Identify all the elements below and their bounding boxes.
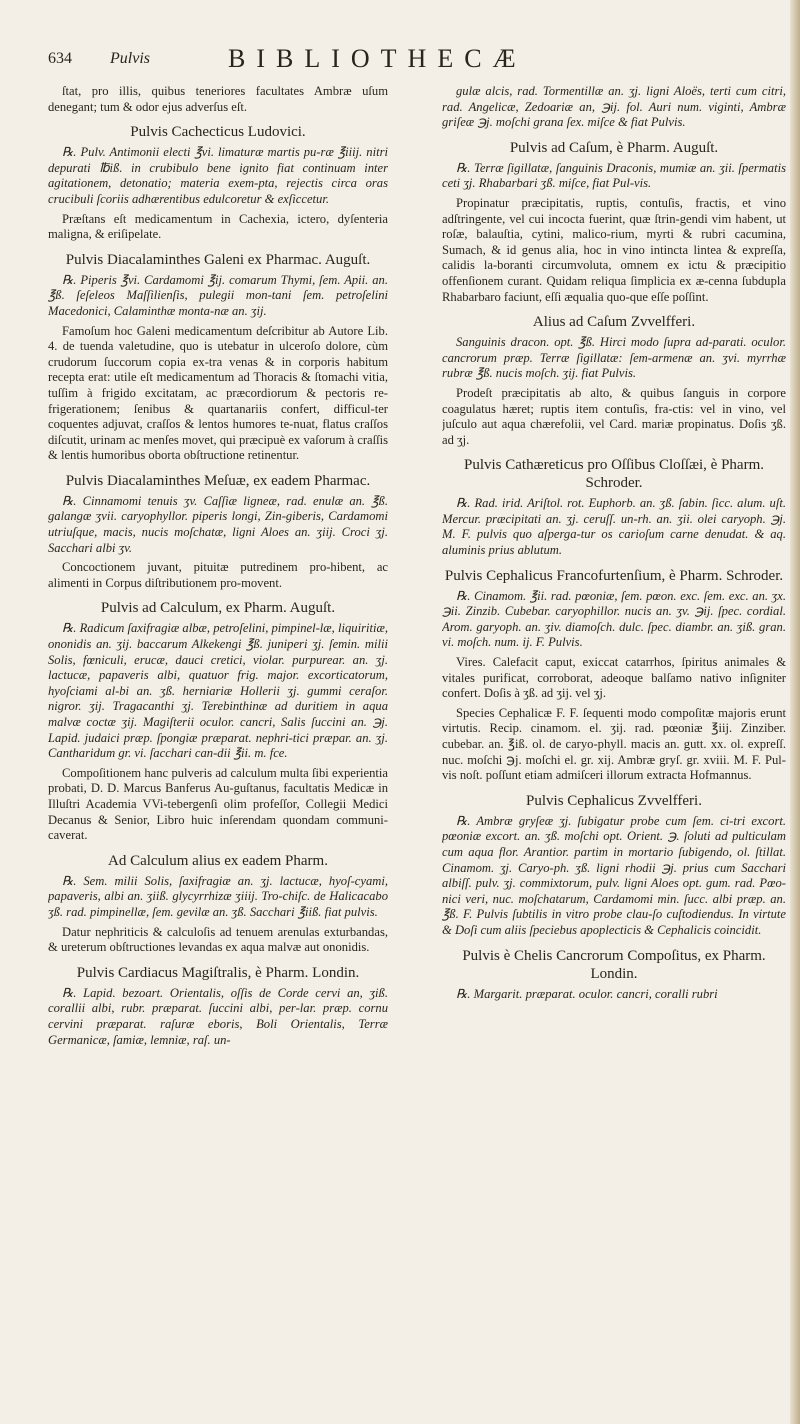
section-heading: Pulvis Diacalaminthes Galeni ex Pharmac. Auguſt. [65, 251, 371, 268]
recipe-paragraph: ℞. Margarit. præparat. oculor. cancri, coralli rubri [456, 986, 718, 1001]
section-heading: Pulvis Cephalicus Francofurtenſium, è Pharm. Schroder. [444, 567, 784, 584]
section-heading: Pulvis Cardiacus Magiſtralis, è Pharm. Londin. [76, 964, 360, 981]
section-heading: Pulvis Cathæreticus pro Oſſibus Cloſſæi, è Pharm. Schroder. [464, 457, 764, 492]
text-paragraph: Datur nephriticis & calculoſis ad tenuem arenulas exturbandas, & ureterum obſtructiones levandas ex aqua malvæ aut ononidis. [48, 924, 388, 955]
text-paragraph: Famoſum hoc Galeni medicamentum deſcribitur ab Autore Lib. 4. de tuenda valetudine, quo is utebatur in ulceroſo dolore, cùm crudorum ſuccorum copia ex-tra venas & in corporis habitum recepta erat: utile eſt medicamentum ad Thoracis & ſtomachi vitia, tuſſim à frigido excitatam, ac præcordiorum & pectoris re-frigerationem; ſenibus & quartanariis confert, difficul-ter coquentes adjuvat, craſſos & lentos humores te-nuat, flatus craſſos diſcutit, urinam ac menſes movet, qui præcipuè ex vaſorum à craſſis & lentis humoribus oborta obſtructione retinentur. [48, 323, 388, 463]
page-number: 634 [48, 50, 72, 67]
section-heading: Pulvis ad Caſum, è Pharm. Auguſt. [509, 139, 719, 156]
recipe-paragraph: gulæ alcis, rad. Tormentillæ an. ʒj. ligni Aloës, terti cum citri, rad. Angelicæ, Zedoariæ an, ℈ij. fol. Auri num. viginti, Ambræ griſeæ ℈j. moſchi grana ſex. miſce & fiat Pulvis. [442, 84, 786, 130]
book-title: BIBLIOTHECÆ [228, 44, 527, 73]
recipe-paragraph: ℞. Cinnamomi tenuis ʒv. Caſſiæ ligneæ, rad. enulæ an. ℥ß. galangæ ʒvii. caryophyllor. piperis longi, Zin-giberis, Cardamomi utriuſque, macis, nucis moſchatæ, ligni Aloes an. ʒiij. Croci ʒj. Sacchari albi ʒv. [48, 493, 388, 555]
recipe-paragraph: ℞. Lapid. bezoart. Orientalis, oſſis de Corde cervi an, ʒiß. corallii albi, rubr. præparat. ſuccini albi, per-lar. præp. cornu cervini præparat. raſuræ eboris, Boli Orientalis, Terræ Germanicæ, ſamiæ, lemniæ, raſ. un- [48, 985, 388, 1047]
section-heading: Ad Calculum alius ex eadem Pharm. [108, 852, 328, 869]
recipe-paragraph: Sanguinis dracon. opt. ℥ß. Hirci modo ſupra ad-parati. oculor. cancrorum præp. Terræ ſigillatæ: ſem-armenæ an. ʒvi. myrrhæ rubræ ℥ß. nucis moſch. ʒij. fiat Pulvis. [442, 335, 786, 381]
recipe-paragraph: ℞. Ambræ gryſeæ ʒj. ſubigatur probe cum ſem. ci-tri excort. pœoniæ excort. an. ʒß. moſchi opt. Orient. ℈. ſoluti ad pulticulam cum aqua flor. Arantior. partim in mortario ſubigendo, ol. ſtillat. Cinamom. ʒj. Caryo-ph. ʒß. ligni rhodii ℈j. prius cum Sacchari albiſſ. pulv. ʒj. commixtorum, pulv. ligni Aloes opt. gum. rad. Pœo-nici veri, nuc. moſchatarum, Cardamomi min. ſucc. albi præp. an. ℥ß. F. Pulvis ſubtilis in vitro probe clau-ſo cuſtodiendus. In virtute & Doſi cum aliis ſpeciebus apoplecticis & Cephalicis coincidit. [442, 813, 786, 937]
section-heading: Pulvis Cephalicus Zvvelfferi. [526, 792, 702, 809]
recipe-paragraph: ℞. Pulv. Antimonii electi ℥vi. limaturæ martis pu-ræ ℥iiij. nitri depurati ℔iß. in crubibulo bene ignito fiat continuam inter agitationem, detonatio; materia exem-pta, rejectis circa oras crucibuli ſcoriis adhærentibus edulcoretur & exſiccetur. [48, 145, 388, 206]
text-paragraph: Prodeſt præcipitatis ab alto, & quibus ſanguis in corpore coagulatus hæret; ruptis item contuſis, fra-ctis: vel in vino, vel juſculo aut aqua chærefolii, vel Card. mariæ propinatus. Doſis ʒß. ad ʒj. [442, 385, 786, 447]
text-paragraph: Species Cephalicæ F. F. ſequenti modo compoſitæ majoris erunt virtutis. Recip. cinamom. el. ʒij. rad. pœoniæ ℥iij. Zinziber. cubebar. an. ℥iß. ol. de caryo-phyll. macis an. gutt. xx. ol. expreſſ. nuc. moſchi ℈j. moſchi el. gr. xij. Ambræ gryſ. gr. xviii. M. F. Pul-vis noſt. poſſunt etiam admiſceri illorum extracta Hofmannus. [442, 705, 786, 783]
page-header [48, 44, 788, 74]
text-paragraph: Præſtans eſt medicamentum in Cachexia, ictero, dyſenteria maligna, & eriſipelate. [48, 211, 388, 242]
recipe-paragraph: ℞. Cinamom. ℥ii. rad. pœoniæ, ſem. pœon. exc. ſem. exc. an. ʒx. ℈ii. Zinzib. Cubebar. caryophillor. nucis an. ʒv. ℈ij. ſpec. cordial. Arom. garyoph. an. ʒiv. diamoſch. dulc. ſpec. diambr. an. ʒiß. gran. vi. moſch. num. ij. F. Pulvis. [442, 588, 786, 650]
recipe-paragraph: ℞. Terræ ſigillatæ, ſanguinis Draconis, mumiæ an. ʒii. ſpermatis ceti ʒj. Rhabarbari ʒß. miſce, fiat Pul-vis. [442, 160, 786, 191]
text-paragraph: Compoſitionem hanc pulveris ad calculum multa ſibi experientia probati, D. D. Marcus Banferus Au-guſtanus, facultatis Medicæ in Illuſtri Academia VVi-tebergenſi olim profeſſor, Collegii Medici Decanus & Senior, Libro huic inſerendam quondam communi-caverat. [48, 765, 388, 843]
section-heading: Pulvis ad Calculum, ex Pharm. Auguſt. [100, 600, 336, 617]
section-heading: Pulvis è Chelis Cancrorum Compoſitus, ex Pharm. Londin. [462, 947, 766, 982]
recipe-paragraph: ℞. Radicum ſaxifragiæ albæ, petroſelini, pimpinel-læ, liquiritiæ, ononidis an. ʒij. baccarum Alkekengi ℥ß. juniperi ʒj. ſemin. milii Solis, fœniculi, erucæ, dauci cretici, violar. purpurear. an. ʒj. lactucæ, papaveris albi, quatuor frig. major. excorticatorum, hyoſciami al-bi an. ʒß. herniariæ Hollerii ʒj. gummi ceraſor. nigror. ʒij. Tragacanthi ʒj. Terebinthinæ ad duritiem in aqua malvæ coctæ ʒij. Magiſterii oculor. cancri, Salis ſuccini an. ℈j. Lapid. judaici præp. ſpongiæ præparat. nephri-tici præpar. an. ʒj. Cantharidum gr. vi. ſacchari can-dii ℥ii. m. fce. [48, 621, 388, 761]
right-column [442, 84, 786, 1414]
recipe-paragraph: ℞. Piperis ℥vi. Cardamomi ℥ij. comarum Thymi, ſem. Apii. an. ℥ß. ſeſeleos Maſſilienſis, pulegii mon-tani ſem. petroſelini Macedonici, Calaminthæ monta-næ an. ʒij. [48, 272, 388, 318]
section-heading: Pulvis Diacalaminthes Meſuæ, ex eadem Pharmac. [65, 472, 371, 489]
text-paragraph: Vires. Calefacit caput, exiccat catarrhos, ſpiritus animales & vitales purificat, corroborat, adeoque balſamo nativo inſigniter confert. Doſis à ʒß. ad ʒij. vel ʒj. [442, 655, 786, 701]
recipe-paragraph: ℞. Rad. irid. Ariſtol. rot. Euphorb. an. ʒß. ſabin. ſicc. alum. uſt. Mercur. præcipitati an. ʒj. ceruſſ. un-rh. an. ʒii. olei caryoph. ℈j. M. F. pulvis quo aſperga-tur os carioſum carne denudat. & aq. aluminis prius ablutum. [442, 496, 786, 558]
left-column [48, 84, 388, 1414]
section-heading: Pulvis Cachecticus Ludovici. [130, 124, 306, 141]
recipe-paragraph: ℞. Sem. milii Solis, ſaxifragiæ an. ʒj. lactucæ, hyoſ-cyami, papaveris, albi an. ʒiiß. glycyrrhizæ ʒiiij. Tro-chiſc. de Halicacabo ʒß. rad. pimpinellæ, ſem. gevilæ an. ʒß. Sacchari ℥iiß. fiat pulvis. [48, 873, 388, 919]
text-paragraph: ſtat, pro illis, quibus teneriores facultates Ambræ uſum denegant; tum & odor ejus adverſus eſt. [48, 84, 388, 114]
page-gutter-shadow [790, 0, 800, 1424]
text-paragraph: Concoctionem juvant, pituitæ putredinem pro-hibent, ac alimenti in Corpus diſtributionem pro-movent. [48, 560, 388, 590]
text-paragraph: Propinatur præcipitatis, ruptis, contuſis, fractis, et vino adſtringente, vel cui incocta fuerint, quæ ſtrin-gendi vim habent, ut roſæ, balauſtia, cytini, malico-rium, myrti & rubri cacumina, Sumach, & id genus alia, hoc in vino intincta lintea & expreſſa, calidis la-boranti circumvoluta, omnem ex ictu & præcipitio offenſionem curant. Quidam reliqua ſimplicia ex æ-cenna ſubdupla Rhabarbaro faciunt, eſſi æqualia quo-que eſſe poſſint. [442, 195, 786, 304]
running-head: Pulvis [110, 50, 150, 67]
section-heading: Alius ad Caſum Zvvelfferi. [532, 314, 696, 331]
